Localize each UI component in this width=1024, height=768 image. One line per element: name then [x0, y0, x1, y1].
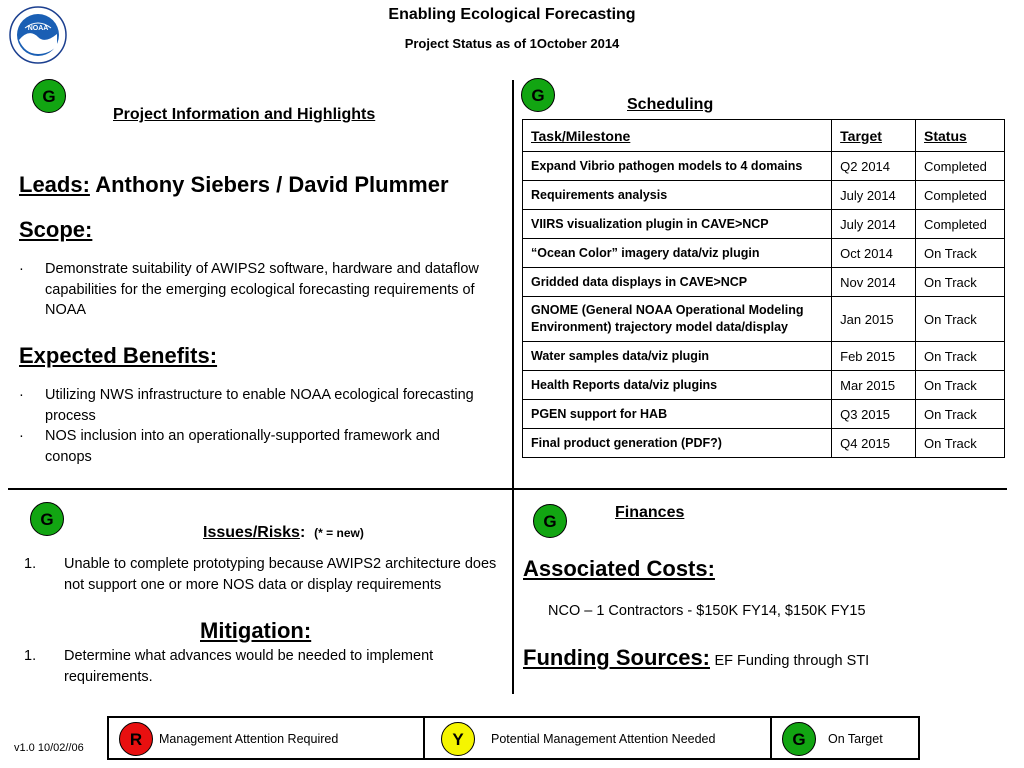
legend-indicator-g: G [782, 722, 816, 756]
status-cell: On Track [916, 400, 1005, 429]
target-cell: Jan 2015 [832, 297, 916, 342]
bullet-marker: · [19, 428, 24, 444]
legend-item-green [772, 718, 918, 758]
vertical-divider-top [512, 80, 514, 490]
target-cell: July 2014 [832, 181, 916, 210]
task-cell: VIIRS visualization plugin in CAVE>NCP [523, 210, 832, 239]
issues-heading [203, 524, 364, 542]
issue-item-text: Unable to complete prototyping because AWIPS2 architecture does not support one or more NOS data or display requirements [64, 556, 497, 593]
project-info-heading: Project Information and Highlights [113, 106, 376, 123]
bullet-marker: · [19, 387, 24, 403]
logo-text: NOAA [27, 25, 49, 32]
task-cell: GNOME (General NOAA Operational Modeling Environment) trajectory model data/display [523, 297, 832, 342]
project-info-status-indicator: G [32, 79, 66, 113]
benefit-item-text: NOS inclusion into an operationally-supported framework and conops [45, 428, 440, 465]
issues-heading-colon: : [299, 524, 306, 541]
vertical-divider-bottom [512, 490, 514, 694]
mitigation-heading: Mitigation: [200, 618, 312, 643]
benefit-item-2 [19, 426, 489, 467]
status-cell: Completed [916, 210, 1005, 239]
mitigation-item [24, 646, 499, 687]
status-cell: On Track [916, 239, 1005, 268]
status-cell: On Track [916, 297, 1005, 342]
status-cell: Completed [916, 152, 1005, 181]
schedule-row [523, 297, 1005, 342]
task-cell: Health Reports data/viz plugins [523, 371, 832, 400]
issue-item [24, 554, 499, 595]
schedule-row [523, 429, 1005, 458]
scope-item [19, 259, 479, 321]
status-cell: On Track [916, 371, 1005, 400]
column-header-target: Target [832, 120, 916, 152]
scope-item-text: Demonstrate suitability of AWIPS2 software, hardware and dataflow capabilities for the emerging ecological forecasting requirements of NOAA [45, 261, 479, 318]
finances-status-indicator: G [533, 504, 567, 538]
status-cell: Completed [916, 181, 1005, 210]
task-cell: PGEN support for HAB [523, 400, 832, 429]
schedule-row [523, 152, 1005, 181]
legend-label: On Target [828, 732, 883, 746]
target-cell: Nov 2014 [832, 268, 916, 297]
target-cell: Q2 2014 [832, 152, 916, 181]
schedule-row [523, 400, 1005, 429]
status-cell: On Track [916, 268, 1005, 297]
schedule-header-row [523, 120, 1005, 152]
column-header-status: Status [916, 120, 1005, 152]
issues-note: (* = new) [314, 526, 364, 540]
funding-value: EF Funding through STI [714, 653, 870, 669]
task-cell: Final product generation (PDF?) [523, 429, 832, 458]
task-cell: Requirements analysis [523, 181, 832, 210]
legend-item-red [109, 718, 425, 758]
mitigation-number: 1. [24, 648, 37, 664]
target-cell: Q4 2015 [832, 429, 916, 458]
scheduling-status-indicator: G [521, 78, 555, 112]
task-cell: Water samples data/viz plugin [523, 342, 832, 371]
benefits-heading: Expected Benefits: [19, 343, 218, 368]
funding-line [523, 645, 869, 672]
costs-value: NCO – 1 Contractors - $150K FY14, $150K FY15 [548, 603, 866, 619]
page-subtitle: Project Status as of 1October 2014 [404, 36, 620, 51]
version-label: v1.0 10/02//06 [14, 742, 84, 754]
status-legend [107, 716, 920, 760]
leads-value: Anthony Siebers / David Plummer [89, 172, 449, 197]
schedule-row [523, 268, 1005, 297]
leads-line [19, 172, 449, 198]
schedule-row [523, 371, 1005, 400]
benefit-item-text: Utilizing NWS infrastructure to enable NOAA ecological forecasting process [45, 387, 474, 424]
schedule-row [523, 210, 1005, 239]
schedule-table [522, 119, 1005, 458]
funding-label: Funding Sources: [523, 645, 710, 670]
target-cell: Oct 2014 [832, 239, 916, 268]
schedule-row [523, 181, 1005, 210]
schedule-row [523, 342, 1005, 371]
task-cell: Gridded data displays in CAVE>NCP [523, 268, 832, 297]
bullet-marker: · [19, 261, 24, 277]
column-header-task: Task/Milestone [523, 120, 832, 152]
status-cell: On Track [916, 342, 1005, 371]
target-cell: Feb 2015 [832, 342, 916, 371]
issues-heading-label: Issues/Risks [203, 524, 300, 541]
leads-label: Leads: [19, 172, 90, 197]
legend-indicator-y: Y [441, 722, 475, 756]
horizontal-divider [8, 488, 1007, 490]
status-cell: On Track [916, 429, 1005, 458]
costs-heading: Associated Costs: [523, 556, 715, 581]
scope-heading: Scope: [19, 217, 93, 242]
benefit-item-1 [19, 385, 489, 426]
scheduling-heading: Scheduling [627, 96, 714, 113]
target-cell: July 2014 [832, 210, 916, 239]
page-title: Enabling Ecological Forecasting [388, 6, 636, 23]
legend-item-yellow [425, 718, 772, 758]
finances-heading: Finances [615, 504, 685, 521]
legend-label: Management Attention Required [159, 732, 339, 746]
legend-label: Potential Management Attention Needed [491, 732, 716, 746]
target-cell: Mar 2015 [832, 371, 916, 400]
task-cell: “Ocean Color” imagery data/viz plugin [523, 239, 832, 268]
mitigation-item-text: Determine what advances would be needed to implement requirements. [64, 648, 434, 685]
issue-number: 1. [24, 556, 37, 572]
task-cell: Expand Vibrio pathogen models to 4 domains [523, 152, 832, 181]
legend-indicator-r: R [119, 722, 153, 756]
target-cell: Q3 2015 [832, 400, 916, 429]
issues-status-indicator: G [30, 502, 64, 536]
schedule-row [523, 239, 1005, 268]
